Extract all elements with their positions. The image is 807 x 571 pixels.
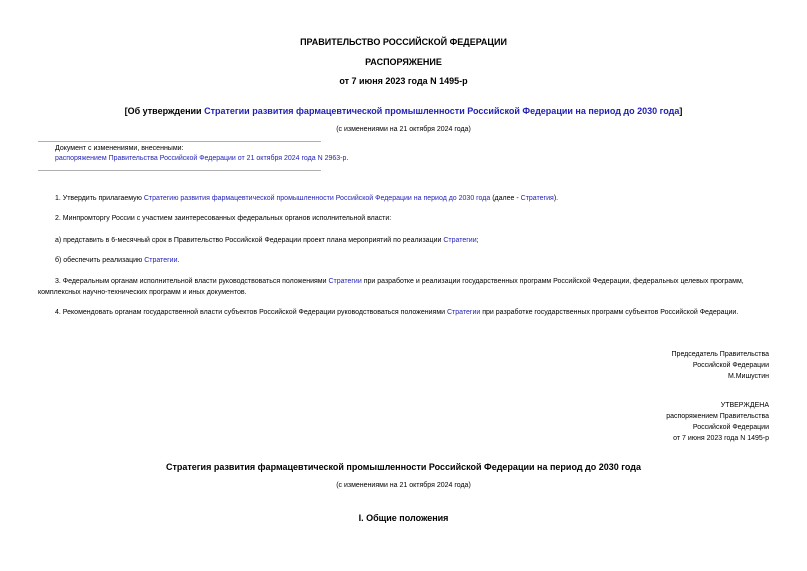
signature-line-3: М.Мишустин [727,373,769,380]
p2b-text-a: б) обеспечить реализацию [55,257,145,264]
p1-text-c: ). [553,195,559,202]
p4-text-b: при разработке государственных программ субъектов Российской Федерации. [480,309,739,316]
p4-strategy-link[interactable]: Стратегии [447,309,481,316]
approved-line-4: от 7 июня 2023 года N 1495-р [673,435,769,442]
strategy-amended: (с изменениями на 21 октября 2024 года) [336,482,471,489]
changes-label: Документ с изменениями, внесенными: [55,145,184,152]
p3-text-a: 3. Федеральным органам исполнительной власти руководствоваться положениями [55,278,329,285]
title-strategy-link[interactable]: Стратегии развития фармацевтической промышленности Российской Федерации на период до 2030 года [204,106,680,116]
signature-line-2: Российской Федерации [692,362,769,369]
approved-line-1: УТВЕРЖДЕНА [720,402,769,409]
approved-block [469,400,769,444]
paragraph-2a [55,235,775,246]
signature-block [469,349,769,382]
signature-line-1: Председатель Правительства [671,351,769,358]
section-heading: I. Общие положения [358,513,449,523]
p3-text-b: при разработке и реализации государственных программ Российской Федерации, федеральных целевых программ, [361,278,744,285]
title-open: [Об утверждении [124,106,205,116]
amended-note: (с изменениями на 21 октября 2024 года) [336,126,471,133]
changes-link[interactable]: распоряжением Правительства Российской Федерации от 21 октября 2024 года N 2963-р [55,155,347,162]
strategy-title: Стратегия развития фармацевтической промышленности Российской Федерации на период до 2030 года [165,462,642,472]
title-close: ] [679,106,683,116]
paragraph-2b [55,255,775,266]
p2b-text-b: . [177,257,180,264]
p3-text-c: комплексных научно-технических программ и иных документов. [38,289,247,296]
changes-entry [55,155,348,162]
document-type: РАСПОРЯЖЕНИЕ [365,57,442,67]
p1-strategy-short-link[interactable]: Стратегия [520,195,554,202]
approved-line-3: Российской Федерации [692,424,769,431]
paragraph-3 [38,276,778,298]
p2b-strategy-link[interactable]: Стратегии [144,257,178,264]
p2a-text-b: ; [476,237,479,244]
p1-text-a: 1. Утвердить прилагаемую [55,195,144,202]
p3-strategy-link[interactable]: Стратегии [328,278,362,285]
p4-text-a: 4. Рекомендовать органам государственной власти субъектов Российской Федерации руководствоваться положениями [55,309,447,316]
changes-bottom-rule [38,170,321,171]
changes-top-rule [38,141,321,142]
changes-after: . [346,155,349,162]
p2a-text-a: а) представить в 6-месячный срок в Правительство Российской Федерации проект плана мероприятий по реализации [55,237,444,244]
document-date-number: от 7 июня 2023 года N 1495-р [339,76,468,86]
p1-text-b: (далее - [490,195,521,202]
paragraph-1 [55,193,775,204]
p2a-strategy-link[interactable]: Стратегии [443,237,477,244]
government-heading: ПРАВИТЕЛЬСТВО РОССИЙСКОЙ ФЕДЕРАЦИИ [300,37,507,47]
paragraph-4 [55,307,795,318]
approved-line-2: распоряжением Правительства [666,413,769,420]
document-title [0,106,807,116]
paragraph-2: 2. Минпромторгу России с участием заинтересованных федеральных органов исполнительной власти: [55,215,392,222]
p1-strategy-link[interactable]: Стратегию развития фармацевтической промышленности Российской Федерации на период до 2030 года [143,195,491,202]
